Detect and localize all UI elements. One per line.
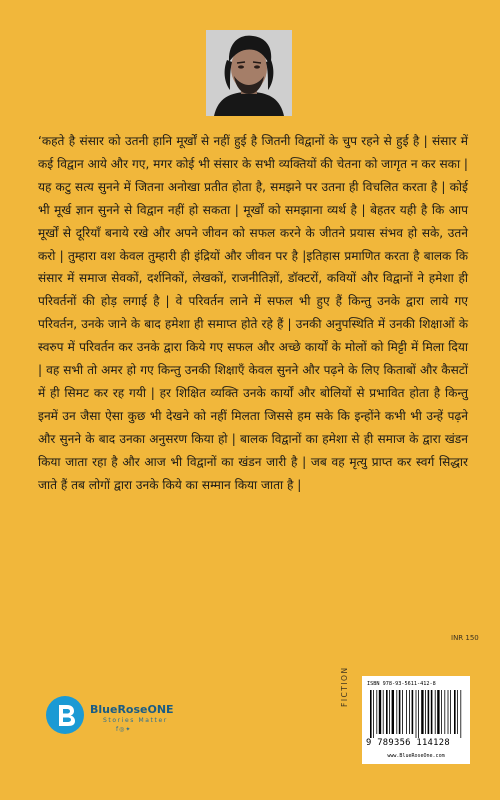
author-portrait-graphic [206, 30, 292, 116]
barcode-bar [431, 690, 433, 734]
barcode-bar [437, 690, 439, 734]
barcode-box [362, 676, 470, 764]
barcode-bar [412, 690, 414, 734]
barcode-bar [392, 690, 394, 734]
bluerose-logo-icon [46, 696, 84, 734]
back-cover-blurb: ‘कहते है संसार को उतनी हानि मूर्खों से नहीं हुई है जितनी विद्वानों के चुप रहने से हुई है | संसार में कई विद्वान आये और गए, मगर कोई भी संसार के सभी व्यक्तियों की चेतना को जागृत न कर सका | यह कटु सत्य सुनने में जितना अनोखा प्रतीत होता है, समझने पर उतना ही विचलित करता है | कोई भी मूर्ख ज्ञान सुनने से विद्वान नहीं हो सकता | मूर्खों को समझाना व्यर्थ है | बेहतर यही है कि आप मूर्खों से दूरियाँ बनाये रखे और अपने जीवन को सफल करने के जीतने प्रयास संभव हो सके, उतने करो | तुम्हारा वश केवल तुम्हारी ही इंद्रियों और जीवन पर है |इतिहास प्रमाणित करता है बालक कि संसार में समाज सेवकों, दर्शनिकों, लेखकों, राजनीतिज्ञों, डॉक्टरों, कवियों और विद्वानों ने हमेशा ही परिवर्तनों की होड़ लगाई है | वे परिवर्तन लाने में सफल भी हुए हैं किन्तु उनके द्वारा लाये गए परिवर्तन, उनके जाने के बाद हमेशा ही समाप्त होते रहे हैं | उनकी अनुपस्थिति में उनकी शिक्षाओं के स्वरुप में परिवर्तन कर उनके द्वारा किये गए सफल और अच्छे कार्यों के मोलों को मिट्टी में मिला दिया | वह सभी तो अमर हो गए किन्तु उनकी शिक्षाएँ केवल सुनने और पढ़ने के लिए किताबों और कैसटों में ही सिमट कर रह गयी | हर शिक्षित व्यक्ति उनके कार्यों और बोलियों से प्रभावित होता है किन्तु इनमें उन जैसा ऐसा कुछ भी देखने को नहीं मिलता जिससे हम सके कि इन्होंने कभी भी उन्हें पढ़ने और सुनने के बाद उनका अनुसरण किया हो | बालक विद्वानों का हमेशा से ही समाज के द्वारा खंडन किया जाता रहा है और आज भी विद्वानों का खंडन जारी है | जब वह मृत्यु प्राप्त कर स्वर्ग सिद्धार जाते हैं तब लोगों द्वारा उनके किये का सम्मान किया जाता है | [38, 134, 468, 492]
barcode-bar [373, 690, 374, 738]
isbn-label: ISBN 978-93-5611-412-8 [367, 681, 436, 687]
publisher-tagline: Stories Matter [103, 717, 168, 724]
barcode-bar [416, 690, 417, 738]
publisher-logo [46, 694, 206, 740]
barcode-bar [441, 690, 442, 734]
barcode-bar [448, 690, 449, 734]
barcode-bar [376, 690, 377, 734]
barcode-bar [399, 690, 401, 734]
barcode-bar [450, 690, 451, 734]
barcode-bar [444, 690, 445, 734]
barcode-bar [383, 690, 384, 734]
barcode-bar [409, 690, 410, 734]
barcode-graphic [368, 690, 464, 738]
barcode-bar [386, 690, 388, 734]
barcode-bar [402, 690, 403, 734]
barcode-bar [396, 690, 397, 734]
genre-label: FICTION [340, 666, 349, 707]
price-label: INR 150 [451, 634, 479, 642]
barcode-bar [435, 690, 436, 734]
isbn-digits: 9 789356 114128 [366, 738, 450, 748]
author-photo [206, 30, 292, 116]
social-icons: f◎✦ [116, 726, 132, 733]
barcode-bar [460, 690, 461, 738]
barcode-bar [406, 690, 407, 734]
publisher-website: www.BlueRoseOne.com [387, 753, 445, 759]
barcode-bar [425, 690, 426, 734]
barcode-bar [457, 690, 458, 734]
barcode-bar [418, 690, 419, 738]
barcode-bar [428, 690, 430, 734]
barcode-bar [454, 690, 456, 734]
barcode-bar [370, 690, 372, 738]
publisher-name: BlueRoseONE [90, 703, 174, 716]
barcode-bar [379, 690, 381, 734]
barcode-bar [421, 690, 423, 734]
barcode-bar [389, 690, 390, 734]
